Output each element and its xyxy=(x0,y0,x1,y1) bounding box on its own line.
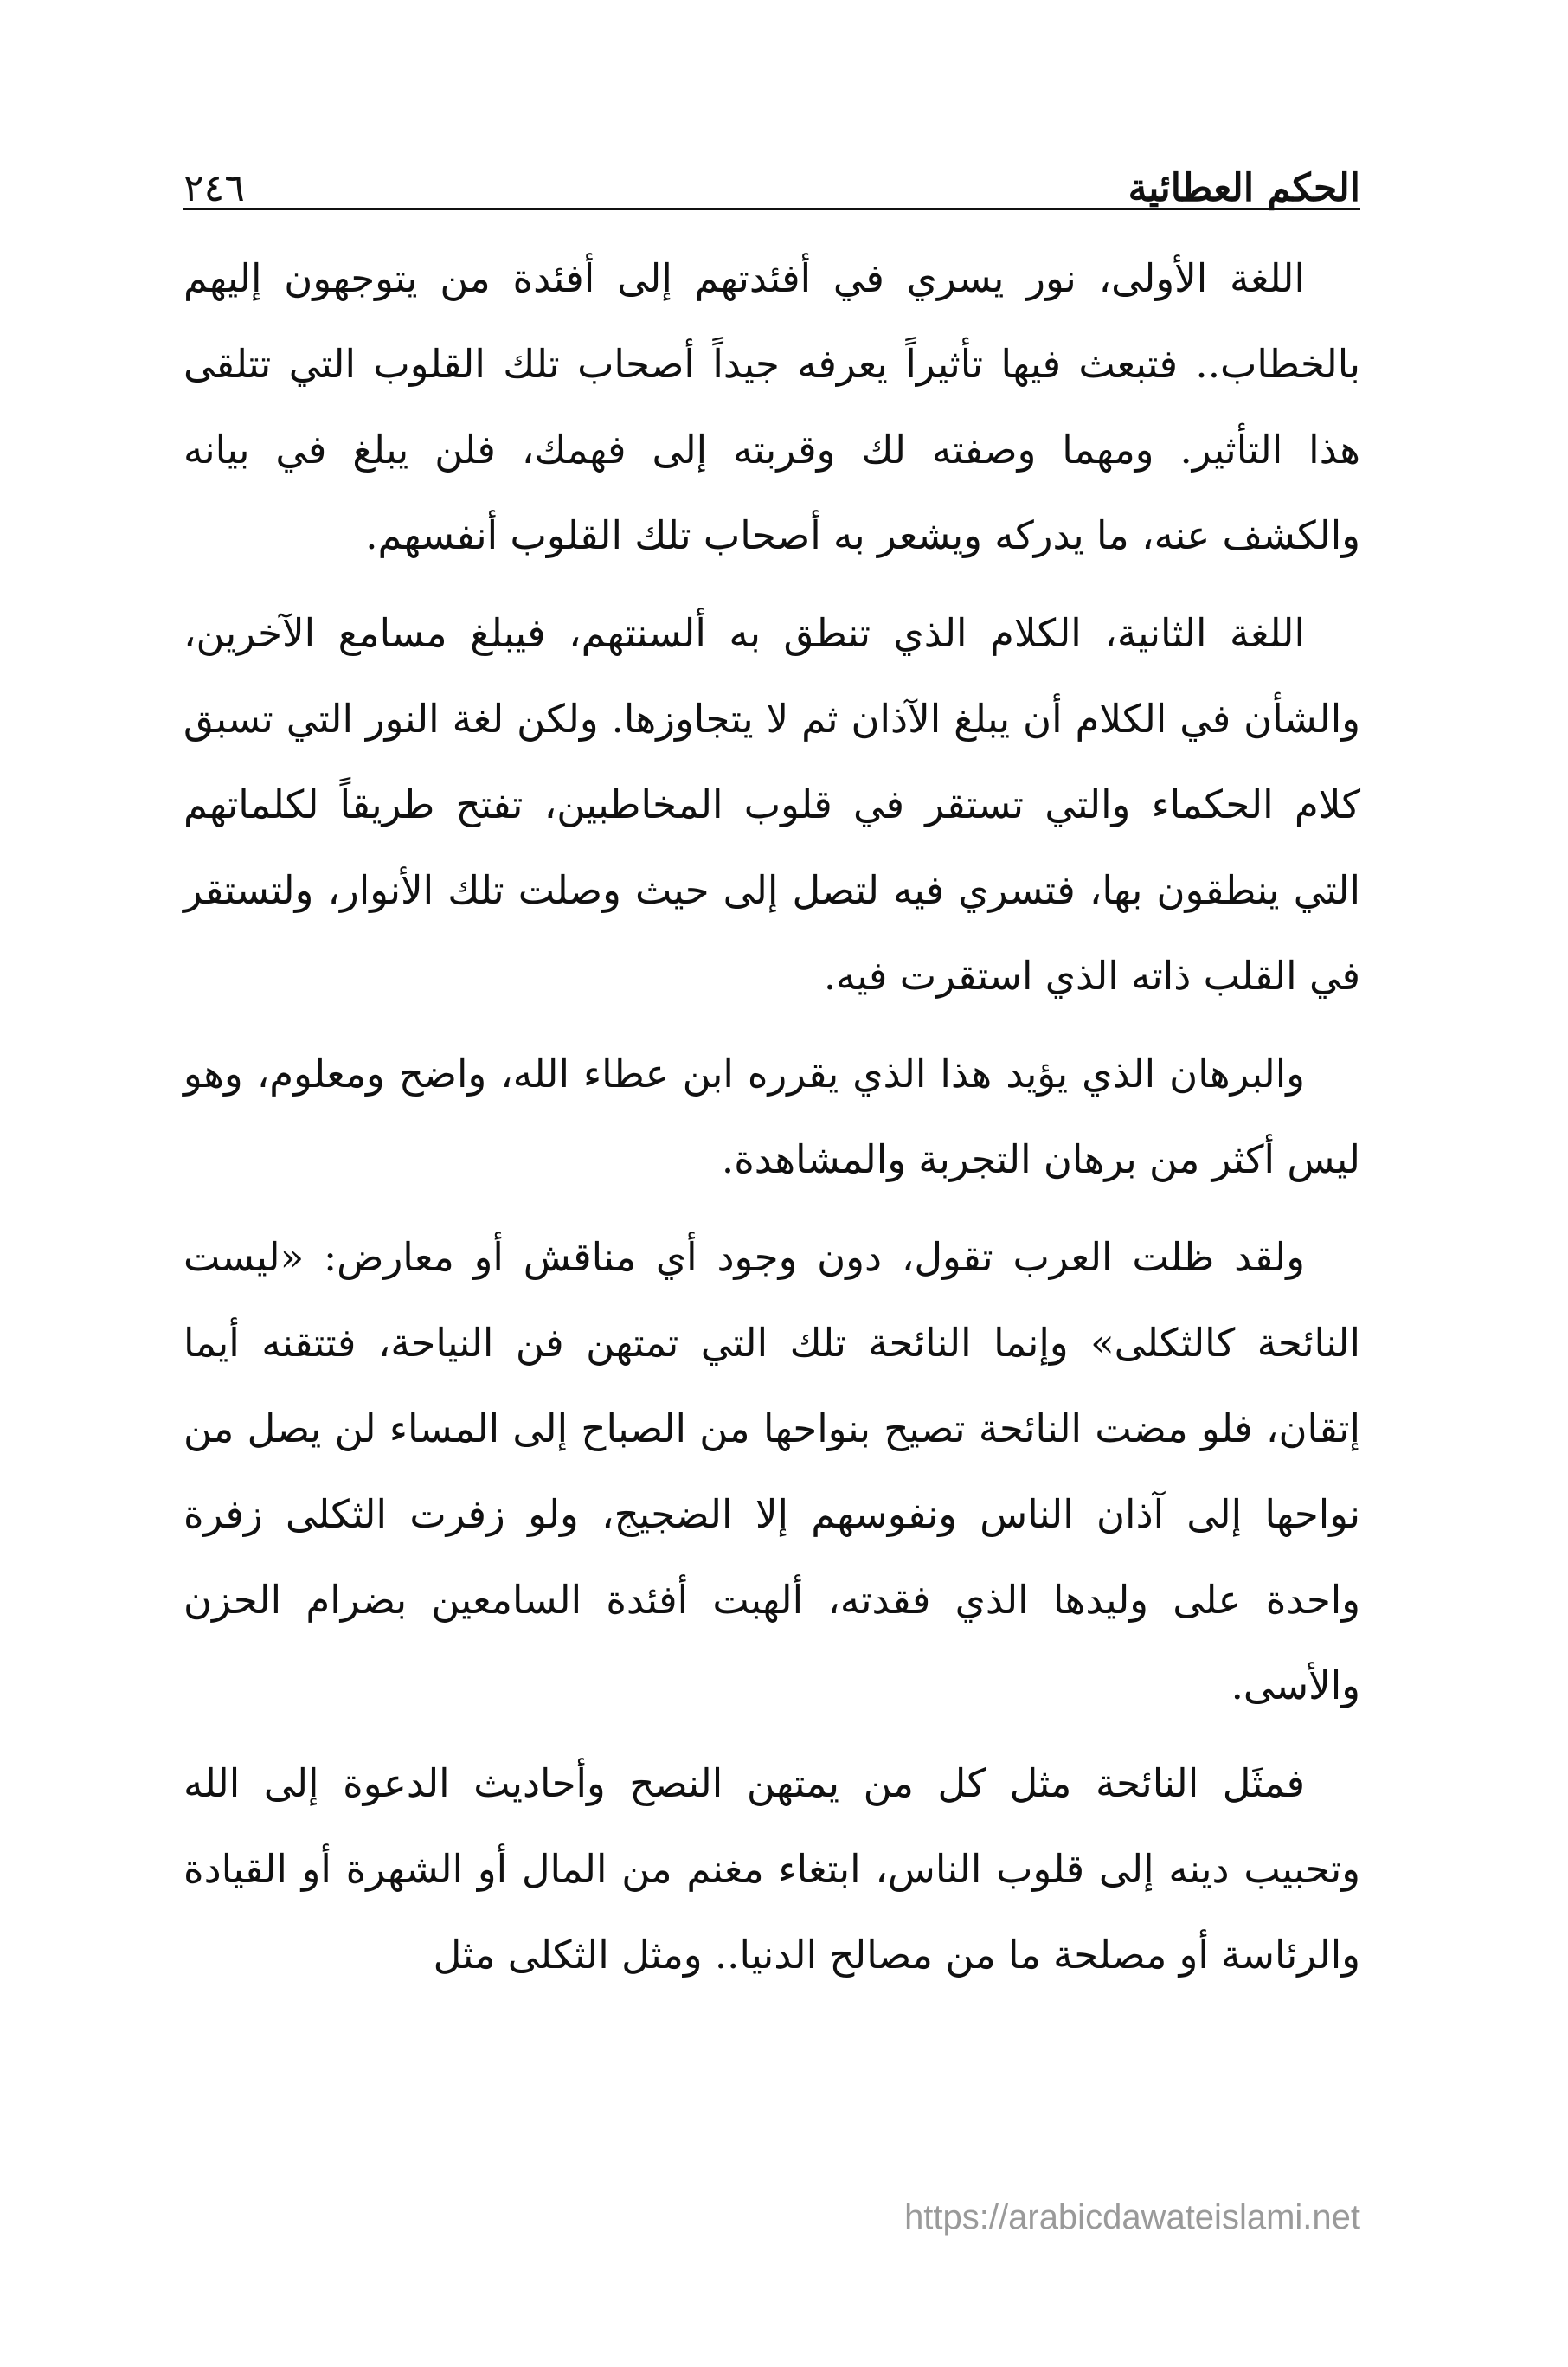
paragraph: اللغة الأولى، نور يسري في أفئدتهم إلى أفئدة من يتوجهون إليهم بالخطاب.. فتبعث فيها تأثيراً يعرفه جيداً أصحاب تلك القلوب التي تتلقى هذا التأثير. ومهما وصفته لك وقربته إلى فهمك، فلن يبلغ في بيانه والكشف عنه، ما يدركه ويشعر به أصحاب تلك القلوب أنفسهم. xyxy=(183,255,1360,558)
paragraph: والبرهان الذي يؤيد هذا الذي يقرره ابن عطاء الله، واضح ومعلوم، وهو ليس أكثر من برهان التجربة والمشاهدة. xyxy=(183,1051,1360,1182)
page-header xyxy=(183,138,1360,208)
body-text xyxy=(183,235,1360,2010)
paragraph: ولقد ظلت العرب تقول، دون وجود أي مناقش أو معارض: «ليست النائحة كالثكلى» وإنما النائحة تلك التي تمتهن فن النياحة، فتتقنه أيما إتقان، فلو مضت النائحة تصيح بنواحها من الصباح إلى المساء لن يصل من نواحها إلى آذان الناس ونفوسهم إلا الضجيج، ولو زفرت الثكلى زفرة واحدة على وليدها الذي فقدته، ألهبت أفئدة السامعين بضرام الحزن والأسى. xyxy=(183,1234,1360,1708)
running-title: الحكم العطائية xyxy=(1128,166,1360,210)
page-number: ٢٤٦ xyxy=(183,166,245,210)
watermark-url: https://arabicdawateislami.net xyxy=(904,2198,1360,2236)
header-rule xyxy=(183,208,1360,210)
paragraph: فمثَل النائحة مثل كل من يمتهن النصح وأحاديث الدعوة إلى الله وتحبيب دينه إلى قلوب الناس، ابتغاء مغنم من المال أو الشهرة أو القيادة والرئاسة أو مصلحة ما من مصالح الدنيا.. ومثل الثكلى مثل xyxy=(183,1760,1360,1978)
paragraph: اللغة الثانية، الكلام الذي تنطق به ألسنتهم، فيبلغ مسامع الآخرين، والشأن في الكلام أن يبلغ الآذان ثم لا يتجاوزها. ولكن لغة النور التي تسبق كلام الحكماء والتي تستقر في قلوب المخاطبين، تفتح طريقاً لكلماتهم التي ينطقون بها، فتسري فيه لتصل إلى حيث وصلت تلك الأنوار، ولتستقر في القلب ذاته الذي استقرت فيه. xyxy=(183,610,1360,999)
